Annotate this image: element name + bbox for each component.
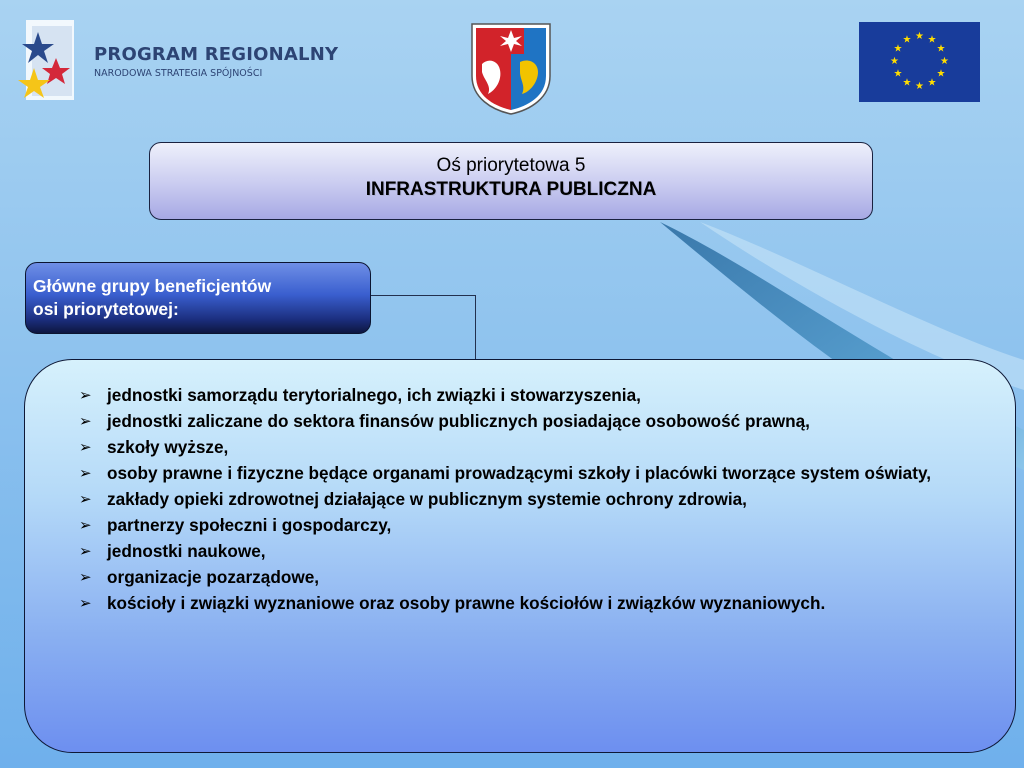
priority-axis-number: Oś priorytetowa 5 [436, 155, 586, 176]
beneficiaries-list [79, 382, 967, 616]
list-item-text: szkoły wyższe, [107, 437, 229, 457]
list-item [79, 538, 967, 564]
eu-flag [859, 22, 980, 102]
arrow-bullet-icon: ➢ [79, 464, 92, 482]
beneficiaries-label-line1: Główne grupy beneficjentów [33, 276, 272, 296]
list-item [79, 408, 967, 434]
list-item-text: jednostki samorządu terytorialnego, ich związki i stowarzyszenia, [107, 385, 641, 405]
list-item [79, 486, 967, 512]
program-regionalny-logo [16, 14, 346, 104]
list-item [79, 382, 967, 408]
list-item-text: organizacje pozarządowe, [107, 567, 320, 587]
svg-text:★: ★ [927, 77, 937, 89]
svg-text:★: ★ [902, 34, 912, 46]
svg-text:★: ★ [915, 31, 924, 42]
svg-text:★: ★ [936, 68, 946, 80]
beneficiaries-label-box [25, 262, 371, 334]
arrow-bullet-icon: ➢ [79, 490, 92, 508]
list-item [79, 434, 967, 460]
beneficiaries-label-line2: osi priorytetowej: [33, 299, 179, 319]
svg-text:★: ★ [893, 68, 903, 80]
program-subtitle: NARODOWA STRATEGIA SPÓJNOŚCI [94, 68, 263, 79]
arrow-bullet-icon: ➢ [79, 412, 92, 430]
program-regionalny-star-icon [16, 18, 76, 102]
arrow-bullet-icon: ➢ [79, 568, 92, 586]
svg-text:★: ★ [902, 77, 912, 89]
arrow-bullet-icon: ➢ [79, 438, 92, 456]
priority-axis-title-box [149, 142, 873, 220]
svg-text:★: ★ [893, 43, 903, 55]
list-item-text: kościoły i związki wyznaniowe oraz osoby prawne kościołów i związków wyznaniowych. [107, 593, 826, 613]
program-title: PROGRAM REGIONALNY [94, 44, 339, 65]
eu-stars-icon [859, 22, 980, 102]
arrow-bullet-icon: ➢ [79, 386, 92, 404]
list-item-text: osoby prawne i fizyczne będące organami prowadzącymi szkoły i placówki tworzące system oświaty, [107, 463, 932, 483]
arrow-bullet-icon: ➢ [79, 594, 92, 612]
svg-text:★: ★ [915, 81, 924, 92]
priority-axis-name: INFRASTRUKTURA PUBLICZNA [365, 179, 657, 200]
svg-text:★: ★ [890, 56, 899, 67]
connector-line [371, 295, 476, 360]
list-item-text: jednostki naukowe, [107, 541, 266, 561]
beneficiaries-list-box [24, 359, 1016, 753]
list-item [79, 512, 967, 538]
svg-text:★: ★ [927, 34, 937, 46]
arrow-bullet-icon: ➢ [79, 516, 92, 534]
svg-text:★: ★ [936, 43, 946, 55]
list-item-text: partnerzy społeczni i gospodarczy, [107, 515, 392, 535]
list-item-text: jednostki zaliczane do sektora finansów publicznych posiadające osobowość prawną, [107, 411, 810, 431]
list-item [79, 590, 967, 616]
coat-of-arms-icon [468, 20, 554, 116]
list-item [79, 460, 967, 486]
list-item [79, 564, 967, 590]
svg-text:★: ★ [940, 56, 949, 67]
arrow-bullet-icon: ➢ [79, 542, 92, 560]
list-item-text: zakłady opieki zdrowotnej działające w publicznym systemie ochrony zdrowia, [107, 489, 747, 509]
